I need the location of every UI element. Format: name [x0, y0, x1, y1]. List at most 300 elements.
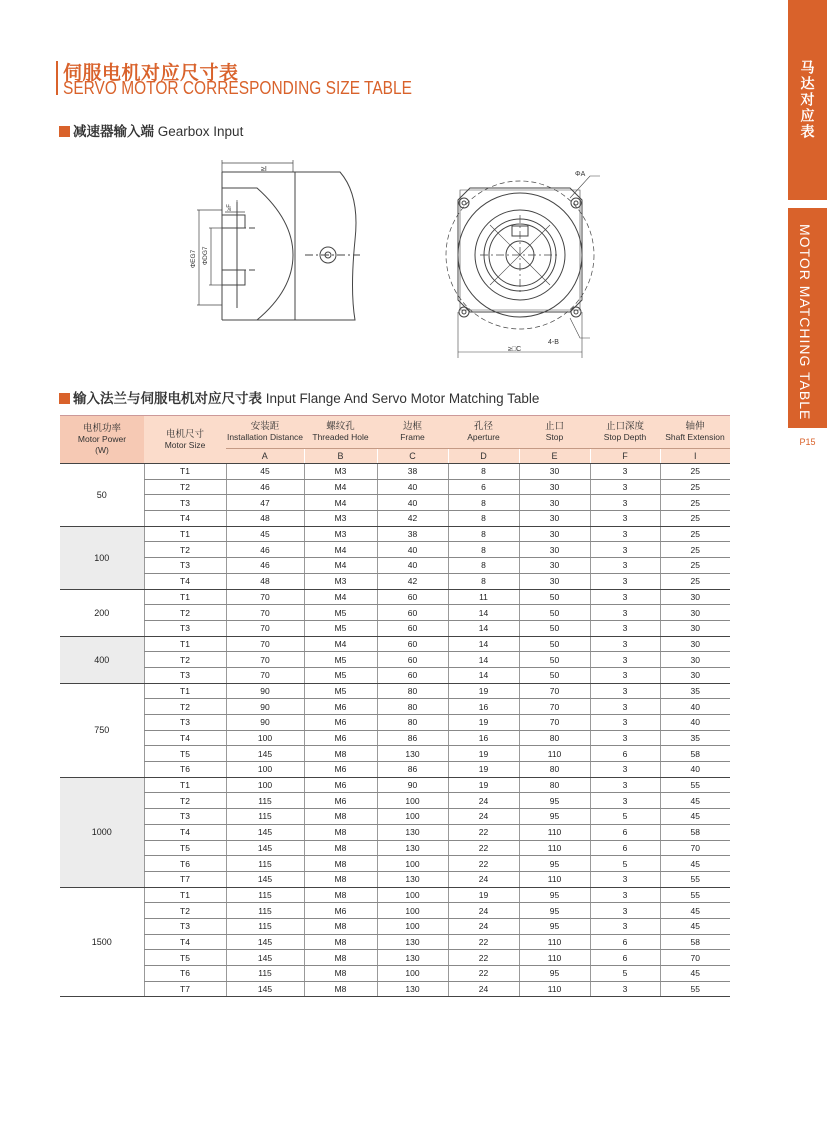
table-cell: 3 — [590, 683, 660, 699]
table-cell: 19 — [448, 746, 519, 762]
table-cell: 50 — [519, 636, 590, 652]
motor-power-cell: 100 — [60, 526, 144, 589]
table-cell: 24 — [448, 793, 519, 809]
table-cell: 8 — [448, 573, 519, 589]
motor-size-cell: T2 — [144, 479, 226, 495]
table-cell: 70 — [226, 605, 304, 621]
table-cell: 45 — [226, 526, 304, 542]
motor-size-cell: T4 — [144, 511, 226, 527]
table-row — [60, 809, 730, 825]
header-code-a: A — [226, 449, 304, 464]
motor-size-cell: T2 — [144, 605, 226, 621]
header-code-b: B — [304, 449, 377, 464]
table-cell: M8 — [304, 871, 377, 887]
table-cell: 30 — [660, 589, 730, 605]
table-cell: 45 — [660, 809, 730, 825]
table-cell: 46 — [226, 558, 304, 574]
table-row — [60, 495, 730, 511]
table-cell: 19 — [448, 715, 519, 731]
table-row — [60, 981, 730, 997]
table-cell: 3 — [590, 699, 660, 715]
table-cell: 30 — [660, 636, 730, 652]
table-cell: 50 — [519, 667, 590, 683]
table-cell: 145 — [226, 934, 304, 950]
table-cell: 50 — [519, 620, 590, 636]
table-cell: M8 — [304, 856, 377, 872]
table-cell: 3 — [590, 762, 660, 778]
table-cell: 25 — [660, 573, 730, 589]
motor-size-cell: T4 — [144, 824, 226, 840]
table-cell: 3 — [590, 495, 660, 511]
table-cell: M6 — [304, 762, 377, 778]
table-cell: 14 — [448, 636, 519, 652]
motor-size-cell: T5 — [144, 950, 226, 966]
motor-power-cell: 50 — [60, 464, 144, 527]
table-cell: 11 — [448, 589, 519, 605]
table-cell: 70 — [226, 620, 304, 636]
table-cell: M3 — [304, 511, 377, 527]
table-cell: 8 — [448, 558, 519, 574]
table-cell: 100 — [377, 887, 448, 903]
dim-holes-label: 4-B — [548, 339, 559, 346]
table-cell: 25 — [660, 558, 730, 574]
table-cell: 3 — [590, 464, 660, 480]
table-cell: 70 — [660, 950, 730, 966]
table-cell: 6 — [590, 746, 660, 762]
table-cell: 110 — [519, 746, 590, 762]
table-header — [60, 416, 730, 464]
table-cell: 40 — [660, 715, 730, 731]
table-cell: 24 — [448, 981, 519, 997]
table-cell: 30 — [519, 464, 590, 480]
motor-size-cell: T1 — [144, 464, 226, 480]
motor-size-cell: T1 — [144, 526, 226, 542]
table-cell: 130 — [377, 746, 448, 762]
table-cell: 70 — [660, 840, 730, 856]
table-cell: 115 — [226, 856, 304, 872]
table-cell: 25 — [660, 511, 730, 527]
table-cell: M3 — [304, 526, 377, 542]
table-cell: 86 — [377, 762, 448, 778]
table-cell: 8 — [448, 495, 519, 511]
table-cell: 5 — [590, 966, 660, 982]
table-row — [60, 715, 730, 731]
motor-size-cell: T3 — [144, 558, 226, 574]
dim-square-label: ≥□C — [508, 346, 522, 353]
table-cell: 145 — [226, 824, 304, 840]
table-cell: M8 — [304, 746, 377, 762]
table-cell: 58 — [660, 746, 730, 762]
table-cell: 80 — [377, 715, 448, 731]
header-frame: 边框 Frame — [377, 416, 448, 449]
header-motor-power: 电机功率 Motor Power (W) — [60, 416, 144, 464]
table-cell: 19 — [448, 777, 519, 793]
table-cell: 22 — [448, 856, 519, 872]
dim-length-label: ≥I — [261, 166, 267, 173]
table-cell: 70 — [226, 589, 304, 605]
table-cell: 3 — [590, 887, 660, 903]
table-cell: 58 — [660, 824, 730, 840]
table-cell: 145 — [226, 981, 304, 997]
table-row — [60, 762, 730, 778]
table-cell: 30 — [519, 558, 590, 574]
table-cell: 8 — [448, 542, 519, 558]
table-cell: 30 — [660, 605, 730, 621]
table-cell: M4 — [304, 558, 377, 574]
table-cell: 6 — [590, 950, 660, 966]
header-stop: 止口 Stop — [519, 416, 590, 449]
table-cell: 40 — [377, 542, 448, 558]
table-cell: 55 — [660, 887, 730, 903]
header-code-c: C — [377, 449, 448, 464]
table-cell: 130 — [377, 871, 448, 887]
table-cell: 70 — [226, 652, 304, 668]
table-cell: 40 — [660, 699, 730, 715]
table-cell: 45 — [660, 903, 730, 919]
motor-size-cell: T1 — [144, 683, 226, 699]
table-cell: 3 — [590, 636, 660, 652]
table-cell: 60 — [377, 636, 448, 652]
motor-size-cell: T6 — [144, 762, 226, 778]
table-cell: 50 — [519, 652, 590, 668]
table-cell: 42 — [377, 573, 448, 589]
table-cell: 19 — [448, 683, 519, 699]
table-cell: 60 — [377, 605, 448, 621]
table-cell: 40 — [660, 762, 730, 778]
table-cell: 46 — [226, 479, 304, 495]
table-cell: M4 — [304, 636, 377, 652]
header-motor-size: 电机尺寸 Motor Size — [144, 416, 226, 464]
table-row — [60, 887, 730, 903]
table-cell: 100 — [377, 793, 448, 809]
table-cell: 30 — [660, 620, 730, 636]
table-cell: 8 — [448, 511, 519, 527]
table-cell: 3 — [590, 918, 660, 934]
motor-size-cell: T2 — [144, 652, 226, 668]
table-cell: 45 — [660, 918, 730, 934]
motor-size-cell: T4 — [144, 934, 226, 950]
table-cell: 6 — [590, 824, 660, 840]
table-cell: 5 — [590, 856, 660, 872]
table-cell: 22 — [448, 934, 519, 950]
table-cell: 70 — [226, 636, 304, 652]
table-cell: 24 — [448, 809, 519, 825]
table-cell: 3 — [590, 777, 660, 793]
table-cell: 48 — [226, 573, 304, 589]
table-cell: M8 — [304, 809, 377, 825]
table-cell: 3 — [590, 871, 660, 887]
table-cell: 3 — [590, 589, 660, 605]
table-cell: 80 — [377, 683, 448, 699]
table-cell: 110 — [519, 824, 590, 840]
table-cell: 3 — [590, 652, 660, 668]
table-cell: 22 — [448, 966, 519, 982]
table-cell: 130 — [377, 934, 448, 950]
table-cell: 3 — [590, 793, 660, 809]
table-cell: 40 — [377, 558, 448, 574]
table-cell: 145 — [226, 746, 304, 762]
motor-size-cell: T4 — [144, 730, 226, 746]
table-cell: 14 — [448, 652, 519, 668]
table-cell: M8 — [304, 918, 377, 934]
table-cell: 115 — [226, 793, 304, 809]
table-cell: 30 — [519, 495, 590, 511]
table-row — [60, 683, 730, 699]
section-heading-cn: 减速器输入端 — [73, 124, 154, 139]
page-title-en: SERVO MOTOR CORRESPONDING SIZE TABLE — [63, 78, 412, 98]
table-cell: 70 — [519, 715, 590, 731]
table-cell: 3 — [590, 981, 660, 997]
table-cell: 30 — [519, 479, 590, 495]
table-cell: M6 — [304, 715, 377, 731]
table-cell: 95 — [519, 856, 590, 872]
table-cell: 86 — [377, 730, 448, 746]
table-cell: 60 — [377, 652, 448, 668]
table-cell: 3 — [590, 573, 660, 589]
table-cell: 130 — [377, 824, 448, 840]
motor-size-cell: T2 — [144, 793, 226, 809]
table-cell: 25 — [660, 526, 730, 542]
table-row — [60, 730, 730, 746]
motor-power-cell: 1000 — [60, 777, 144, 887]
table-cell: 45 — [660, 966, 730, 982]
header-code-e: E — [519, 449, 590, 464]
table-cell: M5 — [304, 683, 377, 699]
page-number: P15 — [799, 437, 816, 447]
table-row — [60, 699, 730, 715]
motor-size-cell: T5 — [144, 746, 226, 762]
table-cell: M4 — [304, 542, 377, 558]
table-cell: 110 — [519, 981, 590, 997]
table-row — [60, 950, 730, 966]
page-title-cn: 伺服电机对应尺寸表 — [63, 63, 239, 84]
table-cell: 55 — [660, 871, 730, 887]
table-cell: 46 — [226, 542, 304, 558]
table-cell: 90 — [226, 683, 304, 699]
table-row — [60, 918, 730, 934]
section-heading-gearbox-input — [59, 120, 243, 140]
table-row — [60, 840, 730, 856]
table-cell: 3 — [590, 730, 660, 746]
header-installation-distance: 安装距 Installation Distance — [226, 416, 304, 449]
table-row — [60, 871, 730, 887]
section-marker-icon — [59, 126, 70, 137]
table-cell: 3 — [590, 903, 660, 919]
header-threaded-hole: 螺纹孔 Threaded Hole — [304, 416, 377, 449]
table-row — [60, 856, 730, 872]
table-cell: 95 — [519, 903, 590, 919]
table-cell: 100 — [377, 809, 448, 825]
table-cell: 90 — [226, 699, 304, 715]
header-aperture: 孔径 Aperture — [448, 416, 519, 449]
table-cell: M8 — [304, 840, 377, 856]
table-cell: 30 — [660, 667, 730, 683]
dim-phi-d-label: ΦDG7 — [202, 246, 209, 265]
table-cell: 48 — [226, 511, 304, 527]
table-cell: 42 — [377, 511, 448, 527]
table-row — [60, 777, 730, 793]
header-code-d: D — [448, 449, 519, 464]
table-cell: M8 — [304, 887, 377, 903]
table-cell: 3 — [590, 620, 660, 636]
section-heading-matching-table — [59, 387, 539, 407]
table-cell: 95 — [519, 966, 590, 982]
motor-size-cell: T4 — [144, 573, 226, 589]
table-cell: M6 — [304, 777, 377, 793]
motor-size-cell: T1 — [144, 777, 226, 793]
table-row — [60, 558, 730, 574]
motor-power-cell: 1500 — [60, 887, 144, 997]
motor-size-cell: T3 — [144, 918, 226, 934]
table-row — [60, 824, 730, 840]
table-cell: 90 — [226, 715, 304, 731]
chapter-tab-english-label: MOTOR MATCHING TABLE — [797, 224, 813, 421]
table-cell: 47 — [226, 495, 304, 511]
gearbox-side-view-drawing — [185, 160, 370, 330]
table-cell: 19 — [448, 887, 519, 903]
chapter-tab — [788, 0, 827, 200]
table-cell: 100 — [377, 966, 448, 982]
motor-size-cell: T2 — [144, 699, 226, 715]
table-cell: 3 — [590, 605, 660, 621]
motor-size-cell: T3 — [144, 809, 226, 825]
table-cell: 115 — [226, 918, 304, 934]
table-row — [60, 589, 730, 605]
title-accent-bar — [56, 61, 58, 95]
table-cell: M6 — [304, 793, 377, 809]
table-cell: 6 — [590, 934, 660, 950]
table-cell: 80 — [519, 777, 590, 793]
section-heading-en: Gearbox Input — [157, 124, 244, 139]
table-cell: 95 — [519, 809, 590, 825]
table-cell: 16 — [448, 730, 519, 746]
table-row — [60, 903, 730, 919]
table-cell: M5 — [304, 667, 377, 683]
motor-size-cell: T6 — [144, 966, 226, 982]
table-cell: 115 — [226, 809, 304, 825]
motor-size-cell: T6 — [144, 856, 226, 872]
table-cell: 60 — [377, 589, 448, 605]
table-row — [60, 966, 730, 982]
table-cell: 14 — [448, 620, 519, 636]
table-cell: 70 — [226, 667, 304, 683]
table-cell: 45 — [660, 856, 730, 872]
table-cell: M5 — [304, 652, 377, 668]
table-cell: M6 — [304, 699, 377, 715]
table-cell: 6 — [590, 840, 660, 856]
section-heading-cn: 输入法兰与伺服电机对应尺寸表 — [73, 391, 262, 406]
table-row — [60, 793, 730, 809]
table-cell: M4 — [304, 495, 377, 511]
table-cell: 145 — [226, 840, 304, 856]
table-cell: 145 — [226, 871, 304, 887]
table-cell: M6 — [304, 730, 377, 746]
table-cell: 3 — [590, 715, 660, 731]
table-cell: 100 — [377, 903, 448, 919]
motor-size-cell: T1 — [144, 636, 226, 652]
table-cell: 8 — [448, 526, 519, 542]
table-cell: M4 — [304, 479, 377, 495]
table-cell: 25 — [660, 542, 730, 558]
table-cell: 110 — [519, 934, 590, 950]
table-cell: M3 — [304, 464, 377, 480]
table-row — [60, 573, 730, 589]
chapter-tab-english — [788, 208, 827, 428]
table-cell: 95 — [519, 887, 590, 903]
table-cell: 80 — [519, 730, 590, 746]
table-cell: 38 — [377, 526, 448, 542]
motor-size-cell: T1 — [144, 589, 226, 605]
table-cell: 45 — [226, 464, 304, 480]
table-cell: 70 — [519, 699, 590, 715]
motor-size-cell: T3 — [144, 667, 226, 683]
table-row — [60, 620, 730, 636]
header-code-f: F — [590, 449, 660, 464]
table-row — [60, 636, 730, 652]
motor-size-cell: T3 — [144, 495, 226, 511]
table-cell: 50 — [519, 605, 590, 621]
table-row — [60, 667, 730, 683]
table-cell: M8 — [304, 950, 377, 966]
table-cell: M8 — [304, 981, 377, 997]
table-cell: 30 — [519, 542, 590, 558]
table-cell: M8 — [304, 966, 377, 982]
table-cell: 100 — [226, 762, 304, 778]
header-stop-depth: 止口深度 Stop Depth — [590, 416, 660, 449]
table-cell: 25 — [660, 464, 730, 480]
table-cell: M8 — [304, 824, 377, 840]
table-cell: 22 — [448, 950, 519, 966]
motor-size-cell: T7 — [144, 981, 226, 997]
table-cell: 58 — [660, 934, 730, 950]
section-heading-en: Input Flange And Servo Motor Matching Table — [265, 391, 540, 406]
table-cell: 95 — [519, 793, 590, 809]
table-row — [60, 934, 730, 950]
table-cell: 40 — [377, 495, 448, 511]
header-code-i: I — [660, 449, 730, 464]
table-body — [60, 464, 730, 997]
table-cell: 14 — [448, 605, 519, 621]
dim-phi-a-label: ΦA — [575, 171, 586, 178]
motor-power-cell: 400 — [60, 636, 144, 683]
motor-size-cell: T2 — [144, 903, 226, 919]
table-cell: 50 — [519, 589, 590, 605]
table-cell: 80 — [519, 762, 590, 778]
gearbox-front-view-drawing — [430, 160, 610, 360]
table-cell: 60 — [377, 620, 448, 636]
section-marker-icon — [59, 393, 70, 404]
table-cell: 25 — [660, 495, 730, 511]
table-cell: 3 — [590, 558, 660, 574]
table-cell: 14 — [448, 667, 519, 683]
table-row — [60, 542, 730, 558]
table-cell: 8 — [448, 464, 519, 480]
table-cell: 6 — [448, 479, 519, 495]
table-cell: 19 — [448, 762, 519, 778]
motor-power-cell: 200 — [60, 589, 144, 636]
motor-size-cell: T3 — [144, 715, 226, 731]
table-cell: M8 — [304, 934, 377, 950]
table-cell: 110 — [519, 871, 590, 887]
table-cell: 130 — [377, 950, 448, 966]
table-cell: M5 — [304, 605, 377, 621]
table-cell: 110 — [519, 950, 590, 966]
table-cell: 3 — [590, 526, 660, 542]
table-cell: 100 — [226, 730, 304, 746]
table-cell: 55 — [660, 981, 730, 997]
chapter-tab-label: 马达对应表 — [799, 60, 816, 140]
table-cell: M5 — [304, 620, 377, 636]
